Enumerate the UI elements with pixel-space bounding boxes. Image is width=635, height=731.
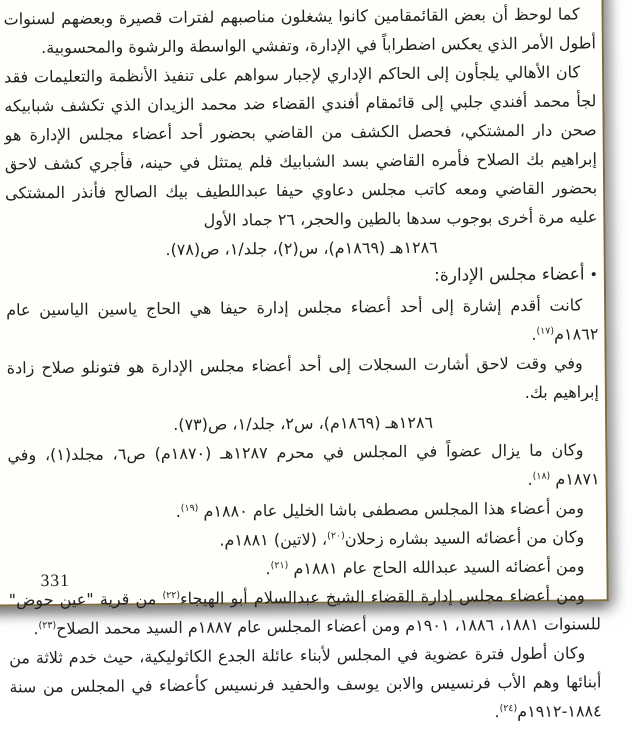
bullet-icon: •	[589, 267, 598, 284]
paragraph: ومن أعضاء هذا المجلس مصطفى باشا الخليل عام ١٨٨٠م $^{(١٩)}$.	[175, 498, 584, 521]
paragraph: وكان ما يزال عضواً في المجلس في محرم ١٢٨٧هـ (١٨٧٠م) ص٦، مجلد(١)، وفي ١٨٧١م $^{(١٨)}$.	[7, 440, 600, 489]
paragraph: كانت أقدم إشارة إلى أحد أعضاء مجلس إدارة حيفا هي الحاج ياسين الياسين عام ١٨٦٢م$^{(١٧)}$.	[6, 295, 599, 344]
paragraph: ومن أعضائه السيد عبدالله الحاج عام ١٨٨١م $^{(٢١)}$.	[265, 556, 585, 579]
page-number: 331	[40, 569, 70, 591]
source-reference-line: ١٢٨٦هـ (١٨٦٩م)، س(٢)، جلد/١، ص(٧٨).	[165, 237, 438, 260]
paragraph: ومن أعضاء مجلس إدارة القضاء الشيخ عبدالسلام أبو الهيجاء$^{(٢٢)}$ من قرية "عين حوض" للسنوات ١٨٨١، ١٨٨٦، ١٩٠١م ومن أعضاء المجلس عام ١٨٨٧م السيد محمد الصلاح$^{(٢٣)}$.	[8, 585, 601, 639]
paragraph: وكان من أعضائه السيد بشاره زحلان$^{(٢٠)}$، (لاتين) ١٨٨١م.	[219, 527, 585, 550]
paragraph: وفي وقت لاحق أشارت السجلات إلى أحد أعضاء مجلس الإدارة هو فتونلو صلاح زادة إبراهيم بك.	[6, 353, 599, 402]
paragraph: كما لوحظ أن بعض القائمقامين كانوا يشغلون مناصبهم لفترات قصيرة وبعضهم لسنوات أطول الأمر الذي يعكس اضطراباً في الإدارة، وتفشي الواسطة والرشوة والمحسوبية.	[3, 4, 596, 58]
section-heading-label: أعضاء مجلس الإدارة:	[433, 264, 585, 286]
source-reference-line: ١٢٨٦هـ (١٨٦٩م)، س٢، جلد/١، ص(٧٣).	[173, 412, 434, 435]
page-text-block	[3, 0, 601, 730]
paragraph: كان الأهالي يلجأون إلى الحاكم الإداري لإجبار سواهم على تنفيذ الأنظمة والتعليمات فقد لجأ محمد أفندي جلبي إلى قائمقام أفندي القضاء ضد محمد الزيدان الذي تكشف شبابيكه صحن دار المشتكي، فحصل الكشف من القاضي بحضور أحد أعضاء مجلس الإدارة هو إبراهيم بك الصلاح فأمره القاضي بسد الشبابيك فلم يمتثل في حينه، فأجري كشف لاحق بحضور القاضي ومعه كاتب مجلس دعاوي حيفا عبداللطيف بيك الصالح فأنذر المشتكى عليه مرة أخرى بوجوب سدها بالطين والحجر، ٢٦ جماد الأول	[4, 62, 598, 230]
paragraph: وكان أطول فترة عضوية في المجلس لأبناء عائلة الجدع الكاثوليكية، حيث خدم ثلاثة من أبنائها وهم الأب فرنسيس والابن يوسف والحفيد فرنسيس كأعضاء في المجلس من سنة ١٨٨٤-١٩١٢م$^{(٢٤)}$.	[9, 643, 602, 722]
